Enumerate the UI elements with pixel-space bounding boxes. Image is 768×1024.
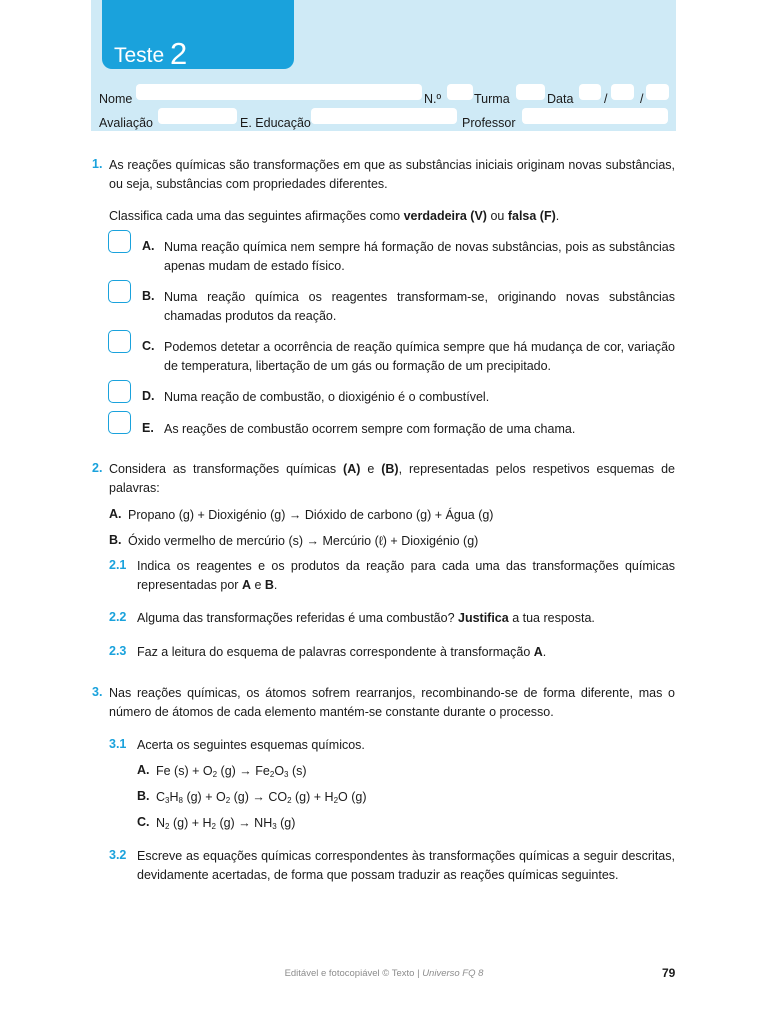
equation-letter: B. xyxy=(137,789,150,803)
footer-copyright: Editável e fotocopiável © Texto xyxy=(284,968,415,979)
data-day-field[interactable] xyxy=(579,84,601,100)
question-1-instructions: Classifica cada uma das seguintes afirmações como verdadeira (V) ou falsa (F). xyxy=(109,209,560,223)
date-separator: / xyxy=(604,92,608,106)
question-number: 2. xyxy=(92,461,103,475)
item-d-text: Numa reação de combustão, o dioxigénio é o combustível. xyxy=(164,390,490,404)
date-separator: / xyxy=(640,92,644,106)
test-title-number: 2 xyxy=(170,36,188,71)
question-number: 1. xyxy=(92,157,103,171)
item-a-text: Numa reação química nem sempre há formação de novas substâncias, pois as substâncias apenas mudam de estado físico. xyxy=(164,240,675,273)
question-3-intro: Nas reações químicas, os átomos sofrem rearranjos, recombinando-se de forma diferente, mas o número de átomos de cada elemento mantém-se constante durante o processo. xyxy=(109,686,675,719)
professor-field[interactable] xyxy=(522,108,668,124)
numero-label: N.º xyxy=(424,92,442,106)
numero-field[interactable] xyxy=(447,84,473,100)
answer-box-a[interactable] xyxy=(108,230,131,253)
test-title xyxy=(114,34,187,70)
answer-box-e[interactable] xyxy=(108,411,131,434)
question-1-intro: As reações químicas são transformações em que as substâncias iniciais originam novas substâncias, ou seja, substâncias com propriedades diferentes. xyxy=(109,158,675,191)
item-e-text: As reações de combustão ocorrem sempre com formação de uma chama. xyxy=(164,422,576,436)
question-2-intro: Considera as transformações químicas (A) e (B), representadas pelos respetivos esquemas de palavras: xyxy=(109,462,676,495)
scheme-a-text: Propano (g) + Dioxigénio (g) → Dióxido de carbono (g) + Água (g) xyxy=(128,508,494,522)
answer-box-d[interactable] xyxy=(108,380,131,403)
data-month-field[interactable] xyxy=(611,84,634,100)
equation-c: $N_2$ $(g) + H_2$ $(g) \to NH_3$ (g) xyxy=(156,816,296,831)
item-b-text: Numa reação química os reagentes transformam-se, originando novas substâncias chamadas produtos da reação. xyxy=(164,290,675,323)
item-letter: D. xyxy=(142,389,155,403)
data-year-field[interactable] xyxy=(646,84,669,100)
item-letter: E. xyxy=(142,421,154,435)
scheme-letter: B. xyxy=(109,533,122,547)
page-footer xyxy=(0,968,768,979)
nome-label: Nome xyxy=(99,92,133,106)
turma-label: Turma xyxy=(474,92,510,106)
avaliacao-label: Avaliação xyxy=(99,116,153,130)
subquestion-number: 2.1 xyxy=(109,558,127,572)
subquestion-3-2-text: Escreve as equações químicas correspondentes às transformações químicas a seguir descritas, devidamente acertadas, de forma que possam traduzir as reações químicas seguintes. xyxy=(137,849,675,882)
equation-b: $C_3H_8$ $(g) + O_2$ $(g) \to CO_2$ $(g) + H_2O$ (g) xyxy=(156,790,367,805)
page-number: 79 xyxy=(662,966,676,980)
equation-letter: A. xyxy=(137,763,150,777)
subquestion-number: 2.2 xyxy=(109,610,127,624)
test-title-word: Teste xyxy=(114,44,165,67)
answer-box-b[interactable] xyxy=(108,280,131,303)
equation-a: Fe $(s) + O_2$ $(g) \to Fe_2O_3$ (s) xyxy=(156,764,307,779)
subquestion-2-2-text: Alguma das transformações referidas é uma combustão? Justifica a tua resposta. xyxy=(137,611,595,625)
test-title-tab xyxy=(102,0,294,69)
educacao-label: E. Educação xyxy=(240,116,311,130)
subquestion-number: 3.2 xyxy=(109,848,127,862)
answer-box-c[interactable] xyxy=(108,330,131,353)
question-number: 3. xyxy=(92,685,103,699)
item-letter: C. xyxy=(142,339,155,353)
subquestion-3-1-text: Acerta os seguintes esquemas químicos. xyxy=(137,738,365,752)
scheme-letter: A. xyxy=(109,507,122,521)
item-letter: B. xyxy=(142,289,155,303)
avaliacao-field[interactable] xyxy=(158,108,237,124)
item-c-text: Podemos detetar a ocorrência de reação química sempre que há mudança de cor, variação de temperatura, libertação de um gás ou formação de um precipitado. xyxy=(164,340,675,373)
scheme-b-text: Óxido vermelho de mercúrio (s) → Mercúrio (ℓ) + Dioxigénio (g) xyxy=(128,534,479,548)
professor-label: Professor xyxy=(462,116,516,130)
footer-separator: | xyxy=(414,968,423,979)
subquestion-number: 3.1 xyxy=(109,737,127,751)
item-letter: A. xyxy=(142,239,155,253)
data-label: Data xyxy=(547,92,574,106)
subquestion-2-1-text: Indica os reagentes e os produtos da reação para cada uma das transformações químicas representadas por A e B. xyxy=(137,559,675,592)
turma-field[interactable] xyxy=(516,84,545,100)
subquestion-2-3-text: Faz a leitura do esquema de palavras correspondente à transformação A. xyxy=(137,645,547,659)
footer-book-title: Universo FQ 8 xyxy=(422,968,484,979)
educacao-field[interactable] xyxy=(311,108,457,124)
subquestion-number: 2.3 xyxy=(109,644,127,658)
equation-letter: C. xyxy=(137,815,150,829)
nome-field[interactable] xyxy=(136,84,422,100)
test-header xyxy=(91,0,676,131)
